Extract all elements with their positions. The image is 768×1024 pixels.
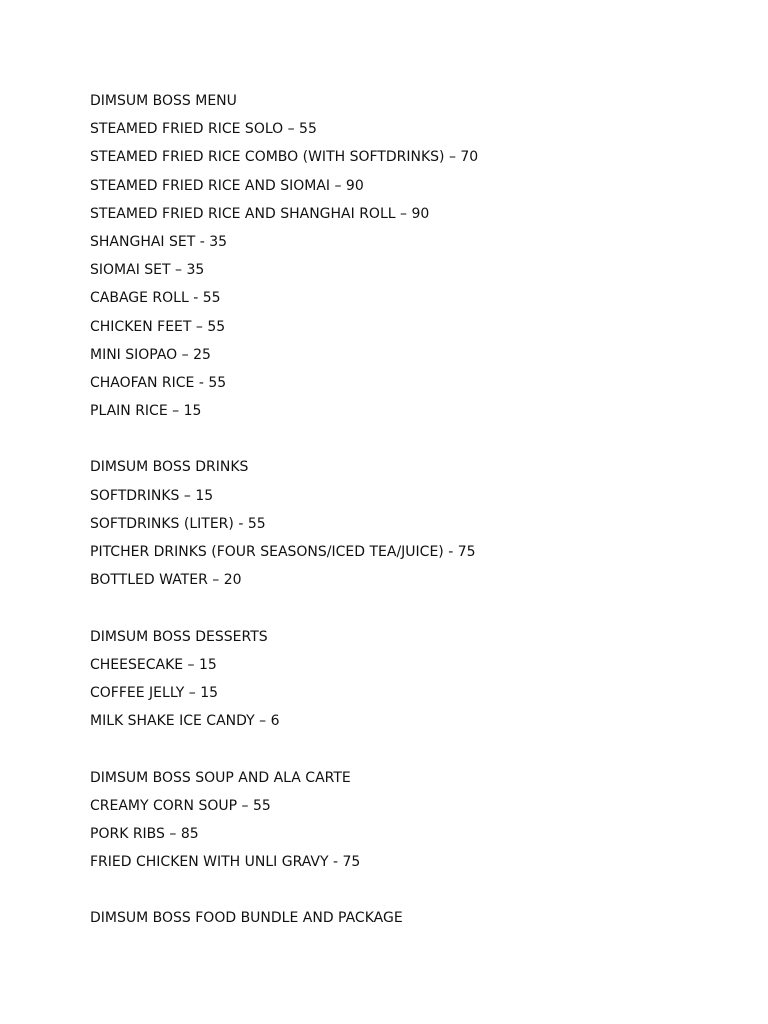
section-heading: DIMSUM BOSS DESSERTS xyxy=(90,628,268,645)
section-heading: DIMSUM BOSS FOOD BUNDLE AND PACKAGE xyxy=(90,910,403,927)
menu-item: SOFTDRINKS – 15 xyxy=(90,487,214,504)
section-heading: DIMSUM BOSS MENU xyxy=(90,93,237,109)
section-heading: DIMSUM BOSS DRINKS xyxy=(90,459,249,476)
menu-item: SOFTDRINKS (LITER) - 55 xyxy=(90,515,266,532)
menu-item: BOTTLED WATER – 20 xyxy=(90,572,242,589)
menu-item: PITCHER DRINKS (FOUR SEASONS/ICED TEA/JUICE) - 75 xyxy=(90,544,476,560)
menu-item: STEAMED FRIED RICE COMBO (WITH SOFTDRINKS) – 70 xyxy=(90,149,479,166)
menu-item: STEAMED FRIED RICE AND SIOMAI – 90 xyxy=(90,177,364,194)
menu-item: STEAMED FRIED RICE SOLO – 55 xyxy=(90,121,317,138)
menu-item: CABAGE ROLL - 55 xyxy=(90,290,221,307)
menu-document xyxy=(90,89,730,963)
menu-item: SHANGHAI SET - 35 xyxy=(90,233,228,250)
menu-item: PLAIN RICE – 15 xyxy=(90,403,202,420)
menu-item: STEAMED FRIED RICE AND SHANGHAI ROLL – 90 xyxy=(90,205,430,222)
menu-item: FRIED CHICKEN WITH UNLI GRAVY - 75 xyxy=(90,854,361,871)
menu-section-bundle-package xyxy=(90,906,730,934)
menu-item: PORK RIBS – 85 xyxy=(90,825,199,842)
menu-section-main xyxy=(90,89,730,427)
menu-item: CHAOFAN RICE - 55 xyxy=(90,374,227,391)
menu-item: MINI SIOPAO – 25 xyxy=(90,346,211,363)
menu-item: CHEESECAKE – 15 xyxy=(90,656,217,673)
menu-item: SIOMAI SET – 35 xyxy=(90,262,205,279)
menu-item: CHICKEN FEET – 55 xyxy=(90,318,226,335)
menu-section-desserts xyxy=(90,625,730,738)
menu-section-drinks xyxy=(90,455,730,596)
menu-section-soup-ala-carte xyxy=(90,766,730,879)
section-heading: DIMSUM BOSS SOUP AND ALA CARTE xyxy=(90,769,351,786)
menu-item: COFFEE JELLY – 15 xyxy=(90,684,219,701)
menu-item: MILK SHAKE ICE CANDY – 6 xyxy=(90,713,280,730)
menu-item: CREAMY CORN SOUP – 55 xyxy=(90,797,271,814)
